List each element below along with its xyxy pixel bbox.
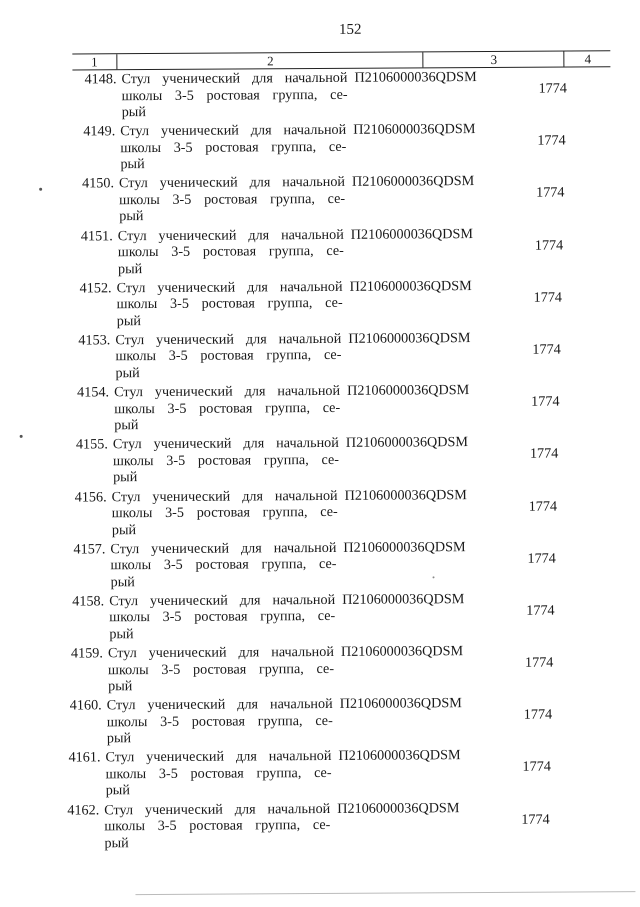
row-quantity: 1774 xyxy=(531,393,560,410)
row-number: 4158. xyxy=(72,593,105,610)
description-line: рый xyxy=(117,260,143,277)
page-number: 152 xyxy=(338,21,362,38)
column-header-3: 3 xyxy=(422,52,564,68)
row-number: 4148. xyxy=(84,71,117,88)
row-description xyxy=(121,70,347,121)
description-line: Стул ученический для начальной xyxy=(116,278,343,296)
description-line: Стул ученический для начальной xyxy=(111,487,338,505)
description-line: рый xyxy=(106,730,132,747)
table-row xyxy=(5,799,640,855)
row-code: П2106000036QDSM xyxy=(345,434,469,452)
table-row xyxy=(1,120,640,176)
row-number: 4153. xyxy=(78,332,111,349)
row-quantity: 1774 xyxy=(537,132,566,149)
description-line: школы 3-5 ростовая группа, се- xyxy=(104,817,331,835)
description-line: школы 3-5 ростовая группа, се- xyxy=(109,608,336,626)
row-code: П2106000036QDSM xyxy=(343,538,466,556)
row-quantity: 1774 xyxy=(526,602,555,619)
row-description xyxy=(108,644,334,695)
description-line: рый xyxy=(119,208,144,225)
row-code: П2106000036QDSM xyxy=(349,277,472,295)
row-quantity: 1774 xyxy=(522,759,551,776)
table-row xyxy=(2,329,640,385)
description-line: школы 3-5 ростовая группа, се- xyxy=(112,451,339,470)
row-quantity: 1774 xyxy=(524,654,554,671)
description-line: Стул ученический для начальной xyxy=(118,174,346,192)
description-line: Стул ученический для начальной xyxy=(112,435,339,453)
table-row xyxy=(3,433,640,489)
description-line: Стул ученический для начальной xyxy=(121,69,348,88)
row-description xyxy=(110,540,336,591)
row-number: 4155. xyxy=(75,436,108,453)
row-quantity: 1774 xyxy=(536,184,565,202)
row-number: 4161. xyxy=(68,749,101,766)
row-description xyxy=(119,174,345,225)
table-body xyxy=(0,68,640,855)
description-line: школы 3-5 ростовая группа, се- xyxy=(111,503,338,522)
row-quantity: 1774 xyxy=(528,498,558,515)
row-description xyxy=(118,226,344,277)
table-row xyxy=(3,486,640,542)
description-line: рый xyxy=(108,678,133,695)
row-quantity: 1774 xyxy=(521,811,550,828)
column-header-2: 2 xyxy=(116,52,423,69)
description-line: Стул ученический для начальной xyxy=(104,800,331,818)
table-row xyxy=(2,381,640,437)
row-number: 4154. xyxy=(77,384,110,401)
row-description xyxy=(115,331,341,382)
row-description xyxy=(104,801,330,852)
table-row xyxy=(2,277,640,333)
row-code: П2106000036QDSM xyxy=(340,643,464,660)
row-quantity: 1774 xyxy=(538,80,567,97)
table-row xyxy=(3,538,640,594)
description-line: Стул ученический для начальной xyxy=(115,330,342,349)
row-code: П2106000036QDSM xyxy=(348,330,471,347)
description-line: Стул ученический для начальной xyxy=(106,696,333,714)
row-code: П2106000036QDSM xyxy=(350,225,474,243)
row-description xyxy=(109,592,335,643)
description-line: рый xyxy=(121,104,146,121)
description-line: школы 3-5 ростовая группа, се- xyxy=(107,660,335,678)
table-row xyxy=(4,590,640,646)
row-description xyxy=(107,696,333,747)
row-code: П2106000036QDSM xyxy=(354,69,477,86)
description-line: Стул ученический для начальной xyxy=(117,226,344,244)
description-line: рый xyxy=(114,417,139,434)
scan-speck xyxy=(39,188,42,191)
row-quantity: 1774 xyxy=(523,706,553,724)
description-line: Стул ученический для начальной xyxy=(107,643,334,662)
bottom-rule xyxy=(135,891,635,895)
description-line: школы 3-5 ростовая группа, се- xyxy=(121,86,348,104)
description-line: Стул ученический для начальной xyxy=(114,383,341,401)
row-number: 4159. xyxy=(70,645,103,662)
description-line: Стул ученический для начальной xyxy=(110,539,337,557)
row-code: П2106000036QDSM xyxy=(353,121,476,138)
table-row xyxy=(4,694,640,750)
description-line: рый xyxy=(120,156,145,173)
row-description xyxy=(112,487,338,538)
row-number: 4152. xyxy=(79,280,112,297)
row-quantity: 1774 xyxy=(527,550,556,567)
row-number: 4160. xyxy=(69,697,102,714)
scan-speck xyxy=(433,576,435,578)
table-row xyxy=(1,225,640,281)
description-line: рый xyxy=(115,365,140,382)
column-header-4: 4 xyxy=(563,51,611,66)
row-description xyxy=(114,383,340,434)
description-line: рый xyxy=(116,312,142,329)
row-code: П2106000036QDSM xyxy=(338,747,461,765)
row-number: 4156. xyxy=(74,488,107,506)
description-line: Стул ученический для начальной xyxy=(105,748,332,766)
row-description xyxy=(117,279,343,330)
row-quantity: 1774 xyxy=(529,445,559,463)
row-description xyxy=(120,122,346,173)
row-code: П2106000036QDSM xyxy=(347,382,470,399)
table-row xyxy=(5,746,640,802)
description-line: Стул ученический для начальной xyxy=(109,591,336,610)
description-line: рый xyxy=(113,469,138,486)
row-code: П2106000036QDSM xyxy=(351,173,475,191)
description-line: школы 3-5 ростовая группа, се- xyxy=(110,556,337,574)
description-line: школы 3-5 ростовая группа, се- xyxy=(117,242,344,261)
row-description xyxy=(113,435,339,486)
row-code: П2106000036QDSM xyxy=(342,591,465,608)
row-code: П2106000036QDSM xyxy=(339,695,462,713)
description-line: рый xyxy=(109,626,134,643)
table-row xyxy=(1,172,640,228)
row-number: 4157. xyxy=(73,541,106,558)
description-line: школы 3-5 ростовая группа, се- xyxy=(105,764,332,783)
description-line: школы 3-5 ростовая группа, се- xyxy=(115,347,342,365)
description-line: рый xyxy=(104,834,129,851)
description-line: Стул ученический для начальной xyxy=(120,122,347,140)
table-header xyxy=(72,50,610,70)
description-line: школы 3-5 ростовая группа, се- xyxy=(120,138,347,156)
description-line: школы 3-5 ростовая группа, се- xyxy=(119,190,346,209)
description-line: школы 3-5 ростовая группа, се- xyxy=(114,399,341,417)
description-line: школы 3-5 ростовая группа, се- xyxy=(116,295,343,313)
column-header-1: 1 xyxy=(91,54,98,70)
table-row xyxy=(0,68,640,124)
row-quantity: 1774 xyxy=(534,237,564,254)
row-quantity: 1774 xyxy=(532,341,561,358)
row-description xyxy=(105,748,331,799)
row-code: П2106000036QDSM xyxy=(344,486,467,504)
description-line: рый xyxy=(110,573,135,590)
row-number: 4151. xyxy=(80,227,113,245)
row-number: 4149. xyxy=(83,123,116,140)
description-line: школы 3-5 ростовая группа, се- xyxy=(106,712,333,731)
description-line: рый xyxy=(105,782,130,799)
row-number: 4150. xyxy=(82,175,115,192)
scan-speck xyxy=(20,435,23,438)
table-row xyxy=(4,642,640,698)
row-number: 4162. xyxy=(67,801,100,819)
row-code: П2106000036QDSM xyxy=(337,799,460,817)
row-quantity: 1774 xyxy=(533,289,563,306)
description-line: рый xyxy=(111,521,137,538)
